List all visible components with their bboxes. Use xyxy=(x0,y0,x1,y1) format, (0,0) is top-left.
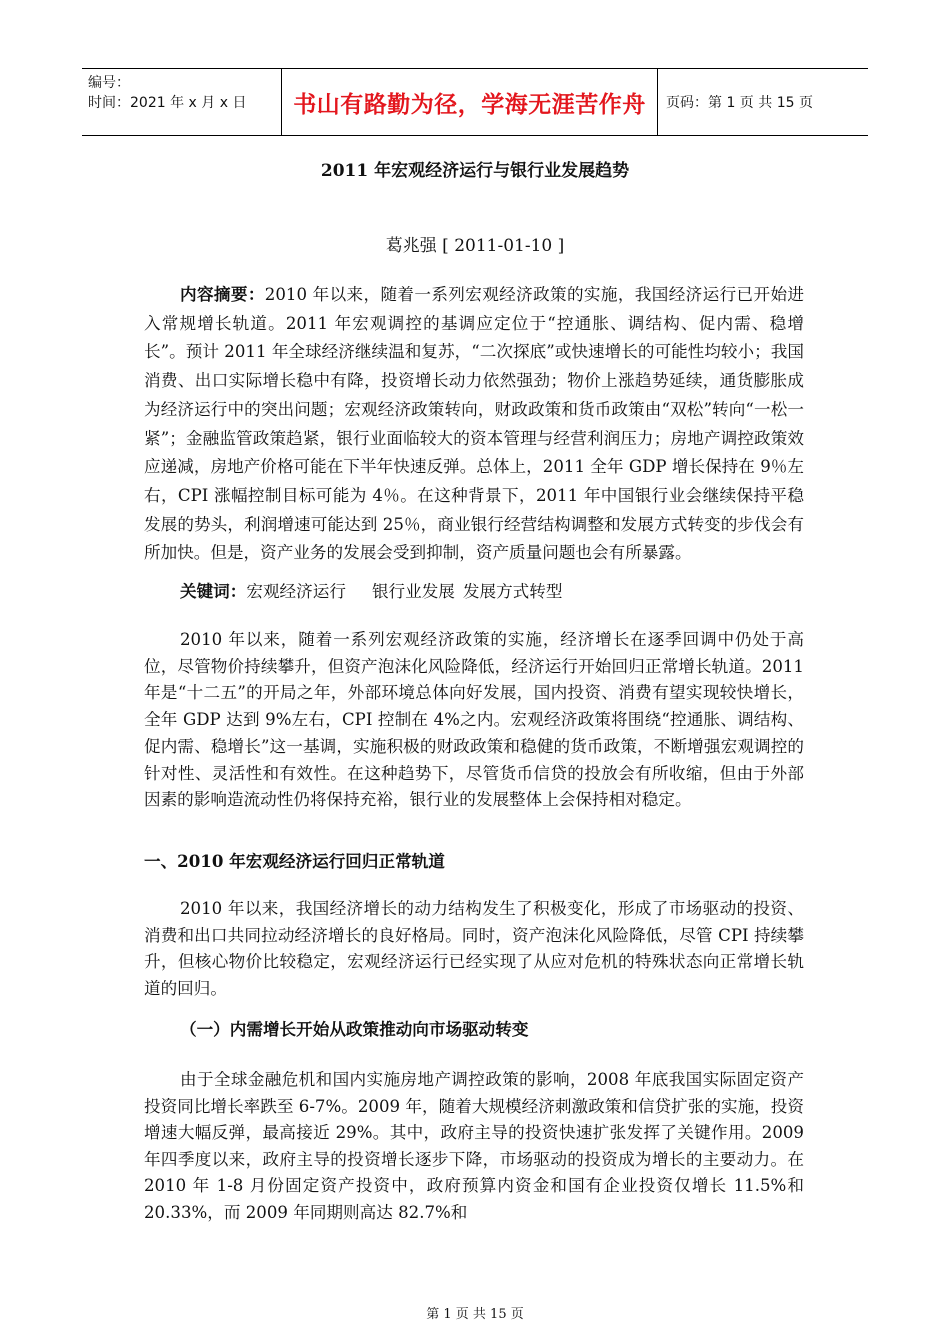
header-table xyxy=(82,68,868,136)
document-title: 2011 年宏观经济运行与银行业发展趋势 xyxy=(320,161,630,181)
document-time-label: 时间：2021 年 x 月 x 日 xyxy=(88,95,247,111)
section-heading-1: 一、2010 年宏观经济运行回归正常轨道 xyxy=(144,851,445,871)
abstract-text: 2010 年以来，随着一系列宏观经济政策的实施，我国经济运行已开始进入常规增长轨道。2011 年宏观调控的基调应定位于“控通胀、调结构、促内需、稳增长”。预计 2011 年全球经济继续温和复苏，“二次探底”或快速增长的可能性均较小；我国消费、出口实际增长稳中有降，投资增长动力依然强劲；物价上涨趋势延续，通货膨胀成为经济运行中的突出问题；宏观经济政策转向，财政政策和货币政策由“双松”转向“一松一紧”；金融监管政策趋紧，银行业面临较大的资本管理与经营利润压力；房地产调控政策效应递减，房地产价格可能在下半年快速反弹。总体上，2011 全年 GDP 增长保持在 9％左右，CPI 涨幅控制目标可能为 4％。在这种背景下，2011 年中国银行业会继续保持平稳发展的势头，利润增速可能达到 25％，商业银行经营结构调整和发展方式转变的步伐会有所加快。但是，资产业务的发展会受到抑制，资产质量问题也会有所暴露。 xyxy=(144,285,804,563)
keyword-item: 银行业发展 xyxy=(371,582,455,601)
keywords-line xyxy=(144,580,804,604)
body-paragraph-subsection1: 由于全球金融危机和国内实施房地产调控政策的影响，2008 年底我国实际固定资产投资同比增长率跌至 6-7%。2009 年，随着大规模经济刺激政策和信贷扩张的实施，投资增速大幅反弹，最高接近 29%。其中，政府主导的投资快速扩张发挥了关键作用。2009 年四季度以来，政府主导的投资增长逐步下降，市场驱动的投资成为增长的主要动力。在 2010 年 1-8 月份固定资产投资中，政府预算内资金和国有企业投资仅增长 11.5%和 20.33%，而 2009 年同期则高达 82.7%和 xyxy=(144,1070,804,1222)
keyword-item: 发展方式转型 xyxy=(462,582,563,601)
keyword-item: 宏观经济运行 xyxy=(246,582,346,601)
page-footer: 第 1 页 共 15 页 xyxy=(426,1307,524,1322)
header-motto: 书山有路勤为径，学海无涯苦作舟 xyxy=(282,69,658,135)
body-paragraph-section1: 2010 年以来，我国经济增长的动力结构发生了积极变化，形成了市场驱动的投资、消费和出口共同拉动经济增长的良好格局。同时，资产泡沫化风险降低，尽管 CPI 持续攀升，但核心物价比较稳定，宏观经济运行已经实现了从应对危机的特殊状态向正常增长轨道的回归。 xyxy=(144,899,804,998)
keywords-label: 关键词： xyxy=(180,582,247,601)
author-line: 葛兆强 [ 2011-01-10 ] xyxy=(385,236,565,256)
body-paragraph-intro: 2010 年以来，随着一系列宏观经济政策的实施，经济增长在逐季回调中仍处于高位，尽管物价持续攀升，但资产泡沫化风险降低，经济运行开始回归正常增长轨道。2011 年是“十二五”的开局之年，外部环境总体向好发展，国内投资、消费有望实现较快增长，全年 GDP 达到 9%左右，CPI 控制在 4%之内。宏观经济政策将围绕“控通胀、调结构、促内需、稳增长”这一基调，实施积极的财政政策和稳健的货币政策，不断增强宏观调控的针对性、灵活性和有效性。在这种趋势下，尽管货币信贷的投放会有所收缩，但由于外部因素的影响造流动性仍将保持充裕，银行业的发展整体上会保持相对稳定。 xyxy=(144,630,804,810)
subsection-heading-1: （一）内需增长开始从政策推动向市场驱动转变 xyxy=(180,1019,529,1039)
document-number-label: 编号： xyxy=(88,75,130,91)
header-meta xyxy=(82,69,282,135)
abstract-label: 内容摘要： xyxy=(180,285,265,304)
abstract-paragraph xyxy=(144,281,804,568)
header-page-info: 页码：第 1 页 共 15 页 xyxy=(666,95,813,111)
